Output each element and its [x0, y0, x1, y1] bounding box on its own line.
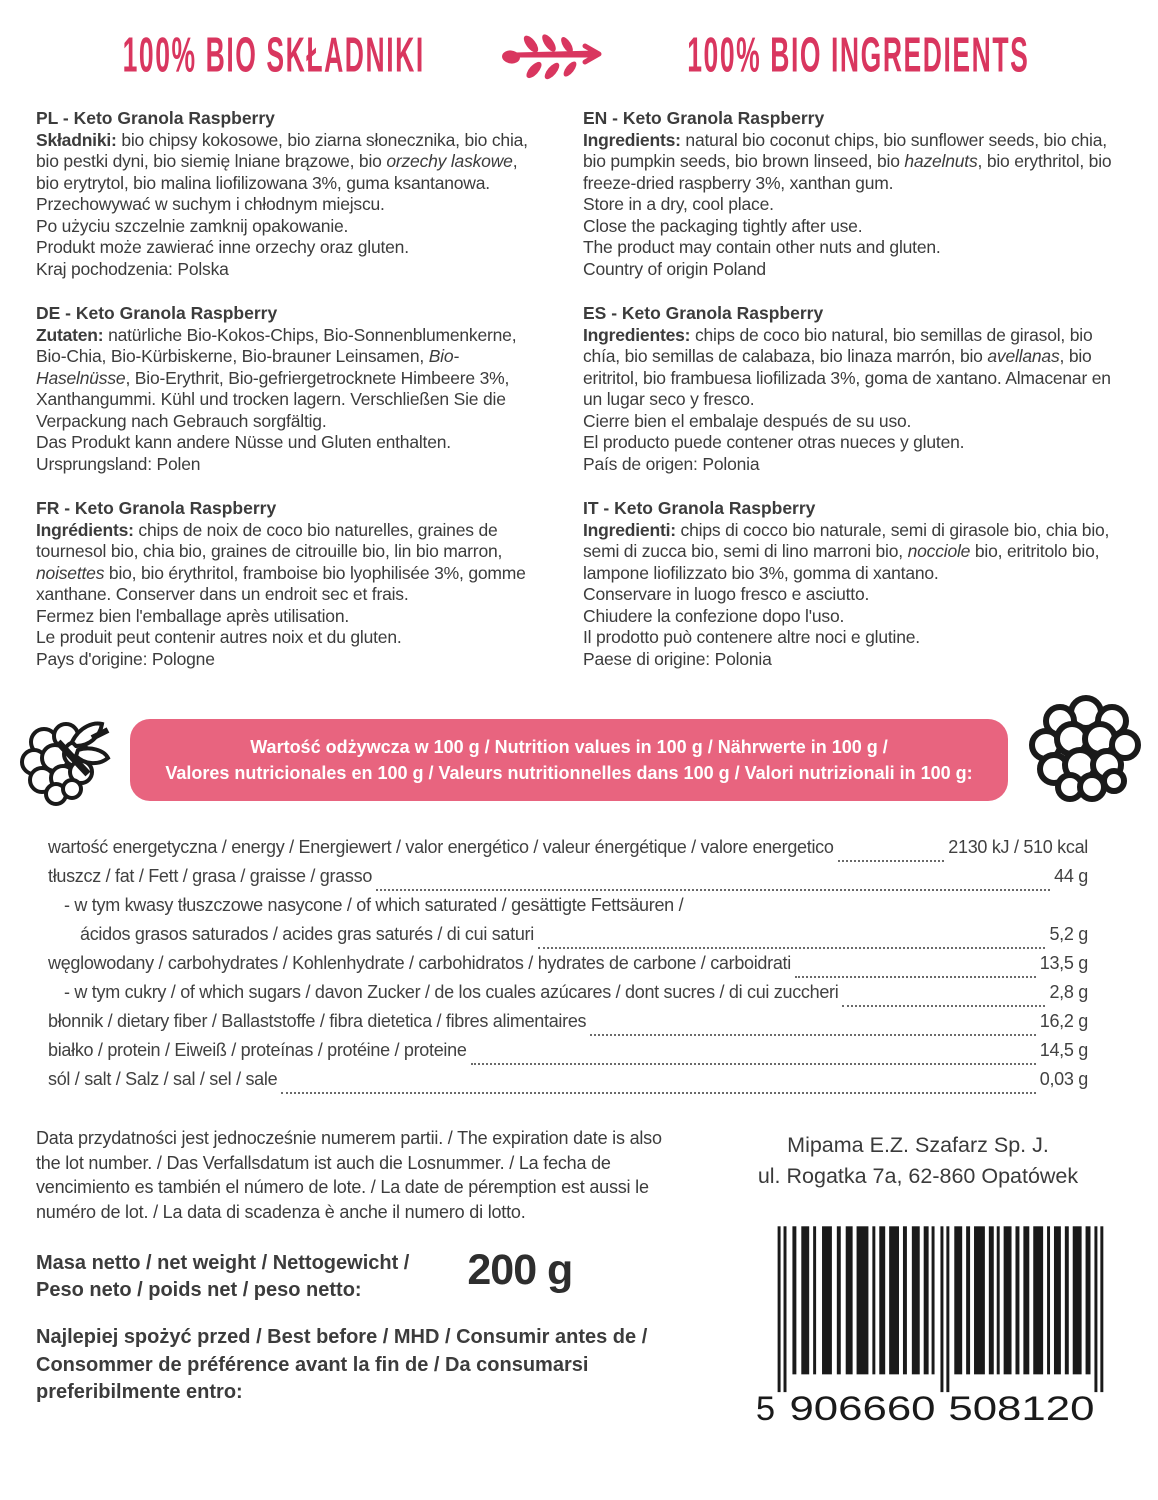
section-paragraph: The product may contain other nuts and gluten. [583, 237, 941, 257]
dotted-leader [842, 1005, 1045, 1007]
lang-section-es [583, 303, 1122, 475]
section-paragraph: Close the packaging tightly after use. [583, 215, 863, 236]
text-line: ul. Rogatka 7a, 62-860 Opatówek [757, 1164, 1079, 1188]
dotted-leader [281, 1092, 1035, 1094]
twig-arrow-icon [501, 30, 605, 82]
nutrition-value: 5,2 g [1049, 924, 1088, 944]
section-paragraph: El producto puede contener otras nueces y gluten. [583, 432, 965, 452]
nutrition-row [48, 1011, 1088, 1040]
lang-section-pl [36, 108, 541, 280]
nutrition-label: sól / salt / Salz / sal / sel / sale [48, 1069, 278, 1089]
section-paragraph: Ursprungsland: Polen [36, 453, 201, 474]
nutrition-value: 44 g [1054, 866, 1088, 886]
nutrition-row [48, 837, 1088, 866]
nutrition-label: wartość energetyczna / energy / Energiewert / valor energético / valeur énergétique / valore energetico [48, 837, 834, 857]
lot-note: Data przydatności jest jednocześnie numerem partii. / The expiration date is also the lot number. / Das Verfallsdatum ist auch die Losnummer. / La fecha de vencimiento es también el número de lote. / La date de péremption est aussi le numéro de lot. / La data di scadenza è anche il numero di lotto. [36, 1128, 662, 1222]
nutrition-label: węglowodany / carbohydrates / Kohlenhydrate / carbohidratos / hydrates de carbone / carboidrati [48, 953, 791, 973]
dotted-leader [538, 947, 1046, 949]
bottom-left [36, 1126, 702, 1424]
text-line: Mipama E.Z. Szafarz Sp. J. [787, 1133, 1049, 1157]
nutrition-label: tłuszcz / fat / Fett / grasa / graisse / grasso [48, 866, 373, 886]
lang-section-de [36, 303, 541, 475]
section-paragraph: Country of origin Poland [583, 258, 766, 279]
text-line: Najlepiej spożyć przed / Best before / MHD / Consumir antes de / [36, 1326, 648, 1348]
section-paragraph: Das Produkt kann andere Nüsse und Gluten enthalten. [36, 432, 451, 452]
nutrition-table [48, 837, 1088, 1098]
section-paragraph: Fermez bien l'emballage après utilisation. [36, 605, 350, 626]
header [0, 0, 1158, 82]
lang-section-fr [36, 498, 541, 670]
nutrition-row [48, 1069, 1088, 1098]
nutrition-row [48, 1040, 1088, 1069]
best-before-label [36, 1324, 676, 1407]
section-title: IT - Keto Granola Raspberry [583, 498, 816, 518]
nutrition-banner-row [0, 703, 1158, 817]
section-paragraph: Ingredienti: chips di cocco bio naturale, semi di girasole bio, chia bio, semi di zucca bio, semi di lino marroni bio, nocciole bio, eritritolo bio, lampone liofilizzato bio 3%, gomma di xantano. [583, 519, 1110, 583]
language-sections [0, 82, 1158, 693]
nutrition-banner [130, 719, 1008, 801]
nutrition-row [48, 953, 1088, 982]
nutrition-label: - w tym kwasy tłuszczowe nasycone / of which saturated / gesättigte Fettsäuren / [64, 895, 684, 915]
net-weight-row [36, 1246, 702, 1304]
section-paragraph: Conservare in luogo fresco e asciutto. [583, 584, 870, 604]
section-paragraph: Po użyciu szczelnie zamknij opakowanie. [36, 215, 349, 236]
barcode-digit-prefix: 5 [755, 1389, 776, 1424]
header-title-pl: 100% BIO SKŁADNIKI [122, 27, 425, 83]
nutrition-label: błonnik / dietary fiber / Ballaststoffe / fibra dietetica / fibres alimentaires [48, 1011, 587, 1031]
section-paragraph: Le produit peut contenir autres noix et du gluten. [36, 627, 402, 647]
section-title: FR - Keto Granola Raspberry [36, 498, 277, 518]
barcode-digits-left: 906660 [789, 1389, 936, 1424]
bottom-area [0, 1098, 1158, 1424]
nutrition-value: 2130 kJ / 510 kcal [948, 837, 1088, 857]
nutrition-value: 13,5 g [1039, 953, 1088, 973]
nutrition-label: ácidos grasos saturados / acides gras saturés / di cui saturi [80, 924, 534, 944]
text-line: Masa netto / net weight / Nettogewicht / [36, 1252, 410, 1274]
header-title-en: 100% BIO INGREDIENTS [687, 27, 1030, 83]
section-paragraph: Cierre bien el embalaje después de su uso. [583, 410, 912, 431]
nutrition-row [48, 895, 1088, 924]
ean-barcode [748, 1226, 1128, 1424]
banner-line-1: Wartość odżywcza w 100 g / Nutrition values in 100 g / Nährwerte in 100 g / [250, 737, 888, 757]
section-paragraph: Pays d'origine: Pologne [36, 648, 215, 669]
nutrition-value: 2,8 g [1049, 982, 1088, 1002]
net-weight-value: 200 g [467, 1246, 573, 1294]
section-paragraph: Ingredients: natural bio coconut chips, bio sunflower seeds, bio chia, bio pumpkin seeds, bio brown linseed, bio hazelnuts, bio erythritol, bio freeze-dried raspberry 3%, xanthan gum. [583, 129, 1112, 193]
section-paragraph: Kraj pochodzenia: Polska [36, 258, 229, 279]
dotted-leader [376, 889, 1050, 891]
section-paragraph: Store in a dry, cool place. [583, 194, 774, 214]
section-title: EN - Keto Granola Raspberry [583, 108, 825, 128]
dotted-leader [838, 860, 945, 862]
section-title: PL - Keto Granola Raspberry [36, 108, 275, 128]
nutrition-value: 0,03 g [1039, 1069, 1088, 1089]
nutrition-value: 14,5 g [1039, 1040, 1088, 1060]
manufacturer-address [708, 1130, 1128, 1192]
text-line: Peso neto / poids net / peso netto: [36, 1279, 362, 1301]
column-left [36, 108, 541, 693]
nutrition-label: - w tym cukry / of which sugars / davon Zucker / de los cuales azúcares / dont sucres / di cui zuccheri [64, 982, 839, 1002]
raspberry-icon [1024, 693, 1148, 807]
nutrition-value: 16,2 g [1039, 1011, 1088, 1031]
dotted-leader [795, 976, 1036, 978]
dotted-leader [471, 1063, 1036, 1065]
section-paragraph: Ingrédients: chips de noix de coco bio naturelles, graines de tournesol bio, chia bio, graines de citrouille bio, lin bio marron, noisettes bio, bio érythritol, framboise bio lyophilisée 3%, gomme xanthane. Conserver dans un endroit sec et frais. [36, 519, 526, 604]
lang-section-en [583, 108, 1122, 280]
section-paragraph: Ingredientes: chips de coco bio natural, bio semillas de girasol, bio chía, bio semillas de calabaza, bio linaza marrón, bio avellanas, bio eritritol, bio frambuesa liofilizada 3%, goma de xantano. Almacenar en un lugar seco y fresco. [583, 324, 1111, 409]
section-title: DE - Keto Granola Raspberry [36, 303, 278, 323]
nutrition-label: białko / protein / Eiweiß / proteínas / protéine / proteine [48, 1040, 467, 1060]
nutrition-row [48, 924, 1088, 953]
bottom-right [708, 1126, 1128, 1424]
section-paragraph: Paese di origine: Polonia [583, 648, 772, 669]
nutrition-row [48, 982, 1088, 1011]
dotted-leader [590, 1034, 1036, 1036]
net-weight-label [36, 1250, 409, 1304]
banner-line-2: Valores nutricionales en 100 g / Valeurs nutritionnelles dans 100 g / Valori nutrizionali in 100 g: [165, 763, 973, 783]
section-paragraph: Zutaten: natürliche Bio-Kokos-Chips, Bio-Sonnenblumenkerne, Bio-Chia, Bio-Kürbiskerne, Bio-brauner Leinsamen, Bio-Haselnüsse, Bio-Erythrit, Bio-gefriergetrocknete Himbeere 3%, Xanthangummi. Kühl und trocken lagern. Verschließen Sie die Verpackung nach Gebrauch sorgfältig. [36, 324, 517, 431]
text-line: Consommer de préférence avant la fin de / Da consumarsi [36, 1353, 589, 1376]
section-paragraph: Składniki: bio chipsy kokosowe, bio ziarna słonecznika, bio chia, bio pestki dyni, bio siemię lniane brązowe, bio orzechy laskowe, bio erytrytol, bio malina liofilizowana 3%, guma ksantanowa. Przechowywać w suchym i chłodnym miejscu. [36, 129, 528, 214]
raspberry-with-leaf-icon [14, 712, 114, 808]
column-right [583, 108, 1122, 693]
section-paragraph: País de origen: Polonia [583, 453, 760, 474]
nutrition-row [48, 866, 1088, 895]
section-paragraph: Chiudere la confezione dopo l'uso. [583, 605, 845, 626]
lang-section-it [583, 498, 1122, 670]
text-line: preferibilmente entro: [36, 1381, 243, 1403]
section-paragraph: Produkt może zawierać inne orzechy oraz gluten. [36, 237, 409, 257]
section-paragraph: Il prodotto può contenere altre noci e glutine. [583, 627, 920, 647]
section-title: ES - Keto Granola Raspberry [583, 303, 824, 323]
barcode-digits-right: 508120 [948, 1389, 1095, 1424]
